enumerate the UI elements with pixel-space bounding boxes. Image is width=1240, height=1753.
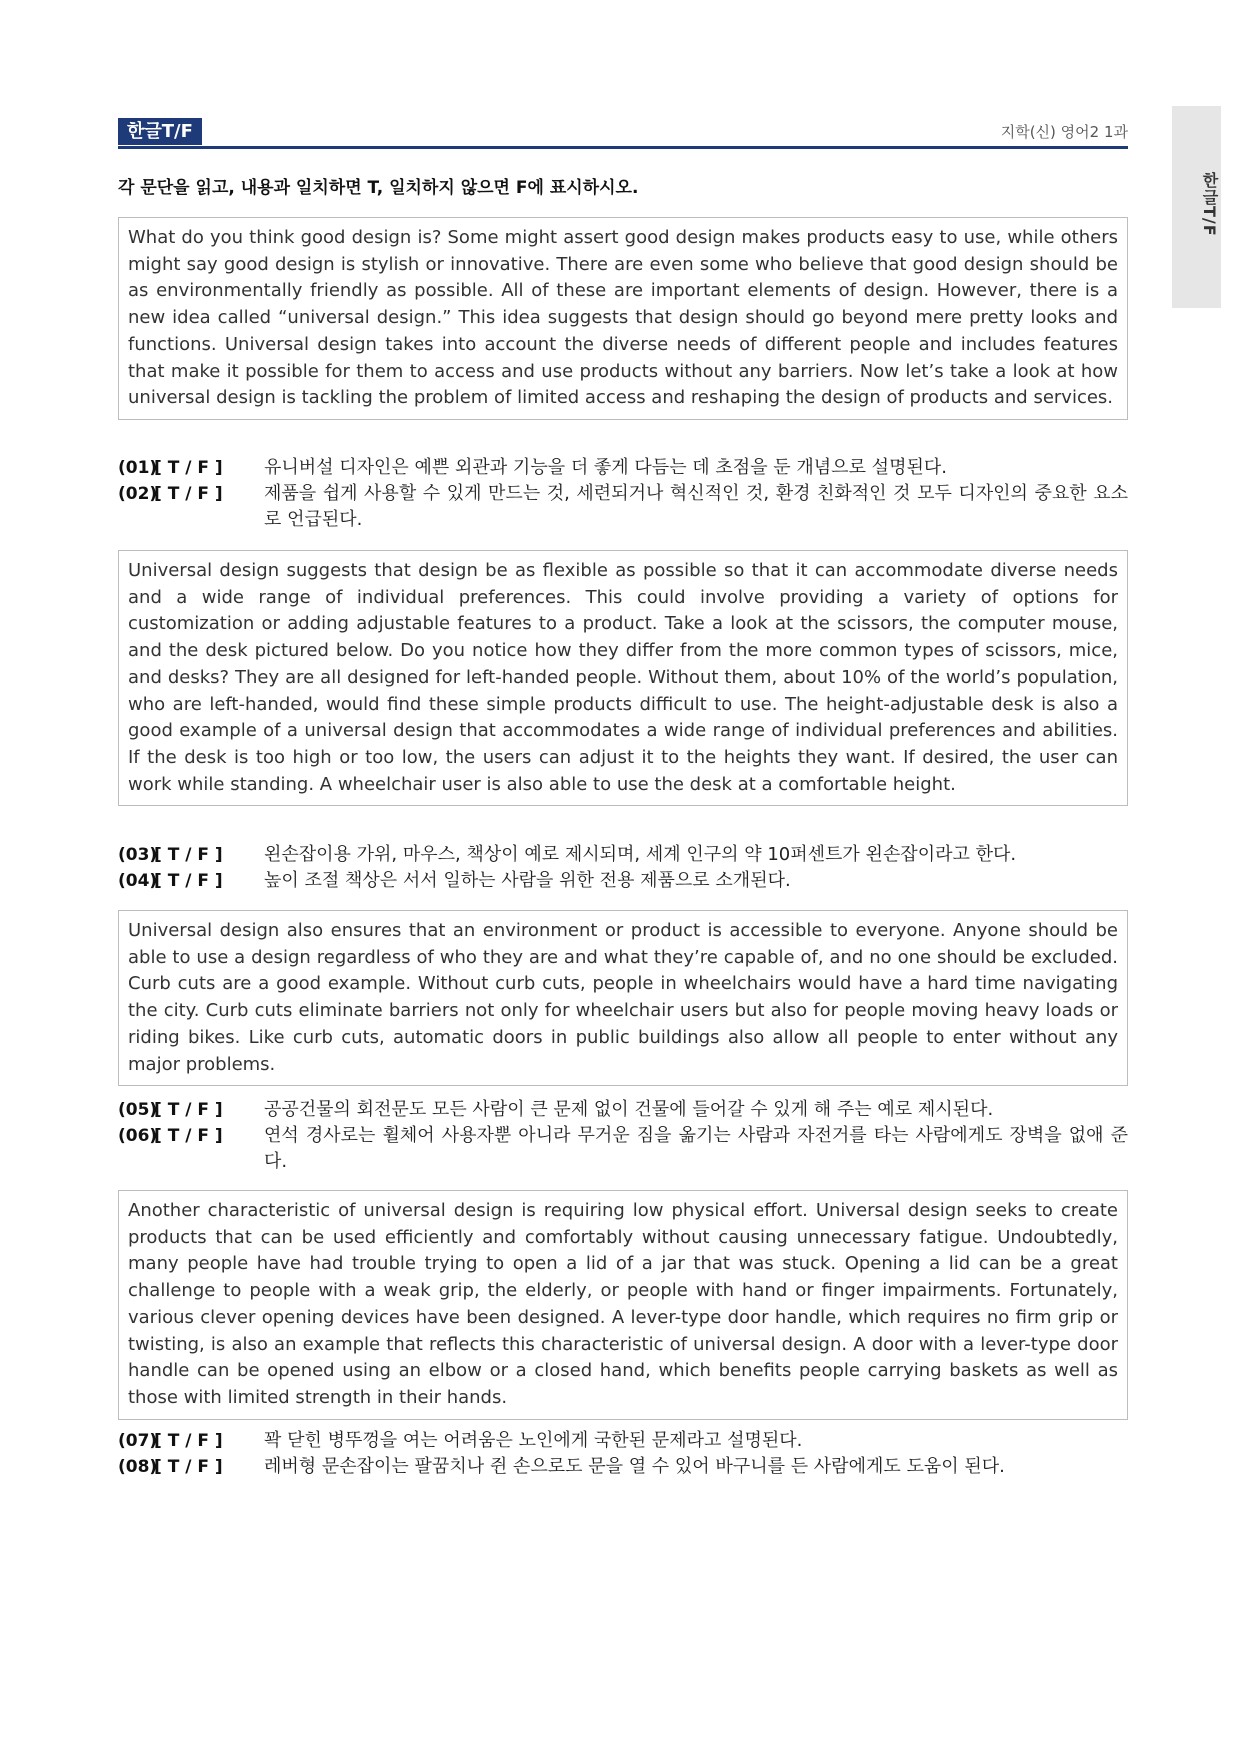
question-item xyxy=(118,1428,1128,1454)
question-number: (08) xyxy=(118,1457,158,1477)
question-group-3 xyxy=(118,1097,1128,1175)
question-number: (02) xyxy=(118,484,158,504)
tf-choice[interactable]: [ T / F ] xyxy=(154,458,223,478)
passage-4: Another characteristic of universal design is requiring low physical effort. Universal design seeks to create products that can be used efficiently and comfortably without causing unnecessary fatigue. Undoubtedly, many people have had trouble trying to open a lid of a jar that was stuck. Opening a lid can be a great challenge to people with a weak grip, the elderly, or people with hand or finger impairments. Fortunately, various clever opening devices have been designed. A lever-type door handle, which requires no firm grip or twisting, is also an example that reflects this characteristic of universal design. A door with a lever-type door handle can be opened using an elbow or a closed hand, which benefits people carrying baskets as well as those with limited strength in their hands. xyxy=(118,1190,1128,1420)
passage-3: Universal design also ensures that an environment or product is accessible to everyone. Anyone should be able to use a design regardless of who they are and what they’re capable of, and no one should be excluded. Curb cuts are a good example. Without curb cuts, people in wheelchairs would have a hard time navigating the city. Curb cuts eliminate barriers not only for wheelchair users but also for people moving heavy loads or riding bikes. Like curb cuts, automatic doors in public buildings also allow all people to enter without any major problems. xyxy=(118,910,1128,1086)
tf-choice[interactable]: [ T / F ] xyxy=(154,1126,223,1146)
question-text: 제품을 쉽게 사용할 수 있게 만드는 것, 세련되거나 혁신적인 것, 환경 친화적인 것 모두 디자인의 중요한 요소로 언급된다. xyxy=(264,483,1128,530)
question-item xyxy=(118,868,1128,894)
passage-2: Universal design suggests that design be as flexible as possible so that it can accommodate diverse needs and a wide range of individual preferences. This could involve providing a variety of options for customization or adding adjustable features to a product. Take a look at the scissors, the computer mouse, and the desk pictured below. Do you notice how they differ from the more common types of scissors, mice, and desks? They are all designed for left-handed people. Without them, about 10% of the world’s population, who are left-handed, would find these simple products difficult to use. The height-adjustable desk is also a good example of a universal design that accommodates a wide range of individual preferences and abilities. If the desk is too high or too low, the users can adjust it to the heights they want. If desired, the user can work while standing. A wheelchair user is also able to use the desk at a comfortable height. xyxy=(118,550,1128,806)
instruction: 각 문단을 읽고, 내용과 일치하면 T, 일치하지 않으면 F에 표시하시오. xyxy=(118,178,639,198)
tf-choice[interactable]: [ T / F ] xyxy=(154,484,223,504)
passage-1: What do you think good design is? Some might assert good design makes products easy to use, while others might say good design is stylish or innovative. There are even some who believe that good design should be as environmentally friendly as possible. All of these are important elements of design. However, there is a new idea called “universal design.” This idea suggests that design should go beyond mere pretty looks and functions. Universal design takes into account the diverse needs of different people and includes features that make it possible for them to access and use products without any barriers. Now let’s take a look at how universal design is tackling the problem of limited access and reshaping the design of products and services. xyxy=(118,217,1128,420)
question-item xyxy=(118,455,1128,481)
tf-choice[interactable]: [ T / F ] xyxy=(154,871,223,891)
question-number: (07) xyxy=(118,1431,158,1451)
tf-choice[interactable]: [ T / F ] xyxy=(154,845,223,865)
question-number: (05) xyxy=(118,1100,158,1120)
question-item xyxy=(118,1123,1128,1175)
page-header xyxy=(118,118,1128,149)
question-item xyxy=(118,481,1128,533)
question-group-1 xyxy=(118,455,1128,533)
tf-choice[interactable]: [ T / F ] xyxy=(154,1457,223,1477)
question-number: (06) xyxy=(118,1126,158,1146)
header-tag: 한글T/F xyxy=(118,118,202,145)
question-text: 공공건물의 회전문도 모든 사람이 큰 문제 없이 건물에 들어갈 수 있게 해 주는 예로 제시된다. xyxy=(264,1099,994,1120)
tf-choice[interactable]: [ T / F ] xyxy=(154,1100,223,1120)
question-item xyxy=(118,1097,1128,1123)
question-item xyxy=(118,842,1128,868)
question-text: 연석 경사로는 휠체어 사용자뿐 아니라 무거운 짐을 옮기는 사람과 자전거를 타는 사람에게도 장벽을 없애 준다. xyxy=(264,1125,1128,1172)
question-text: 높이 조절 책상은 서서 일하는 사람을 위한 전용 제품으로 소개된다. xyxy=(264,870,791,891)
question-group-4 xyxy=(118,1428,1128,1480)
question-text: 꽉 닫힌 병뚜껑을 여는 어려움은 노인에게 국한된 문제라고 설명된다. xyxy=(264,1430,803,1451)
header-course: 지학(신) 영어2 1과 xyxy=(1000,123,1128,141)
question-number: (01) xyxy=(118,458,158,478)
tf-choice[interactable]: [ T / F ] xyxy=(154,1431,223,1451)
question-group-2 xyxy=(118,842,1128,894)
question-text: 왼손잡이용 가위, 마우스, 책상이 예로 제시되며, 세계 인구의 약 10퍼센트가 왼손잡이라고 한다. xyxy=(264,844,1017,865)
question-text: 레버형 문손잡이는 팔꿈치나 쥔 손으로도 문을 열 수 있어 바구니를 든 사람에게도 도움이 된다. xyxy=(264,1456,1005,1477)
question-text: 유니버설 디자인은 예쁜 외관과 기능을 더 좋게 다듬는 데 초점을 둔 개념으로 설명된다. xyxy=(264,457,947,478)
question-number: (04) xyxy=(118,871,158,891)
side-tab xyxy=(1172,106,1221,308)
question-item xyxy=(118,1454,1128,1480)
question-number: (03) xyxy=(118,845,158,865)
side-tab-label: 한글T/F xyxy=(1200,172,1219,237)
